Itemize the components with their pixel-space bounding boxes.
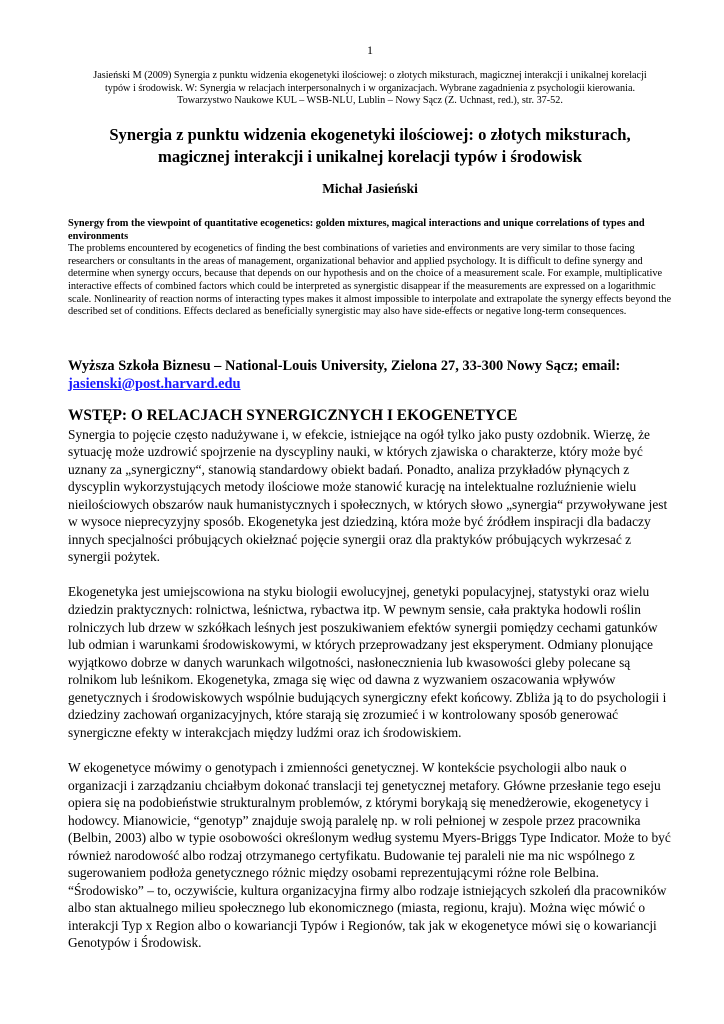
citation-line: typów i środowisk. W: Synergia w relacjach interpersonalnych i w organizacjach. Wybrane zagadnienia z psychologii kierowania. — [104, 82, 636, 94]
section-heading: WSTĘP: O RELACJACH SYNERGICZNYCH I EKOGENETYCE — [68, 407, 518, 424]
citation-line: Jasieński M (2009) Synergia z punktu widzenia ekogenetyki ilościowej: o złotych miksturach, magicznej interakcji i unikalnej korelacji — [93, 70, 647, 81]
abstract-body: The problems encountered by ecogenetics of finding the best combinations of varieties and environments are very similar to those facing researchers or consultants in the areas of management, organizational behavior and applied psychology. It is difficult to define synergy and determine when synergy occurs, because that depends on our hypothesis and on the choice of a measurement scale. For example, multiplicative interactive effects of combined factors which could be interpreted as synergistic disappear if the measurements are expressed on a logarithmic scale. Nonlinearity of reaction norms of interacting types makes it almost impossible to interpolate and extrapolate the synergy effects beyond the described set of conditions. Effects declared as beneficially synergistic may also have side-effects or negative long-term consequences. — [68, 243, 672, 318]
section-introduction — [68, 407, 672, 970]
email-link[interactable]: jasienski@post.harvard.edu — [68, 375, 241, 392]
paragraph: Synergia to pojęcie często nadużywane i, w efekcie, istniejące na ogół tylko jako pusty ozdobnik. Wierzę, że sytuację może uzdrowić spojrzenie na dyscypliny nauki, w których zjawiska o charakterze, który może być uznany za „synergiczny“, stanowią standardowy obiekt badań. Ponadto, analiza przykładów płynących z dyscyplin wykorzystujących metody ilościowe może stanowić kurację na intelektualne rozluźnienie wielu nieilościowych obszarów nauk humanistycznych i społecznych, w których słowo „synergia“ przywoływane jest w wysoce nieprecyzyjny sposób. Ekogenetyka jest dziedziną, która może być źródłem inspiracji dla badaczy innych specjalności próbujących okiełznać pojęcie synergii oraz dla praktyków próbujących wykrzesać z synergii pożytek. — [68, 426, 668, 565]
paper-title — [68, 124, 672, 167]
paragraph: W ekogenetyce mówimy o genotypach i zmienności genetycznej. W kontekście psychologii albo nauk o organizacji i zarządzaniu chciałbym dokonać translacji tej genetycznej metafory. Główne przesłanie tego eseju opiera się na podobieństwie strukturalnym problemów, z którymi borykają się menedżerowie, ekogenetycy i hodowcy. Mianowicie, “genotyp” znajduje swoją paralelę np. w roli pełnionej w zespole przez pracownika (Belbin, 2003) albo w typie osobowości określonym według systemu Myers-Briggs Type Indicator. Może to być również narodowość albo rodzaj otrzymanego certyfikatu. Budowanie tej paraleli nie ma nic wspólnego z sugerowaniem podłoża genetycznego różnic między osobami reprezentującymi różne role Belbina. “Środowisko” – to, oczywiście, kultura organizacyjna firmy albo rodzaje istniejących szkoleń dla pracowników albo stan aktualnego milieu społecznego lub ekonomicznego (miasta, regionu, kraju). Można więc mówić o interakcji Typ x Region albo o kowariancji Typów i Regionów, tak jak w ekogenetyce mówi się o kowariancji Genotypów i Środowisk. — [68, 759, 671, 951]
author-name: Michał Jasieński — [322, 181, 418, 196]
abstract-english-title: Synergy from the viewpoint of quantitative ecogenetics: golden mixtures, magical interactions and unique correlations of types and environments — [68, 218, 645, 242]
paragraph: Ekogenetyka jest umiejscowiona na styku biologii ewolucyjnej, genetyki populacyjnej, statystyki oraz wielu dziedzin praktycznych: rolnictwa, leśnictwa, rybactwa itp. W pewnym sensie, cała praktyka hodowli roślin rolniczych lub drzew w szkółkach leśnych jest poszukiwaniem efektów synergii pomiędzy cechami gatunków lub odmian i warunkami środowiskowymi, w których przeprowadzany jest eksperyment. Odmiany plonujące wyjątkowo dobrze w danych warunkach wilgotności, nasłonecznienia lub kwasowości gleby polecane są rolnikom lub leśnikom. Ekogenetyka, zmaga się więc od dawna z wyzwaniem oszacowania wpływów genetycznych i środowiskowych wspólnie budujących synergiczny efekt końcowy. Zbliża ją to do psychologii i dziedziny zachowań organizacyjnych, które starają się zrozumieć i w kontrolowany sposób generować synergiczne efekty w interakcjach między ludźmi oraz ich środowiskiem. — [68, 584, 667, 740]
citation-line: Towarzystwo Naukowe KUL – WSB-NLU, Lublin – Nowy Sącz (Z. Uchnast, red.), str. 37-52. — [177, 95, 563, 107]
title-line: magicznej interakcji i unikalnej korelacji typów i środowisk — [158, 146, 582, 166]
title-line: Synergia z punktu widzenia ekogenetyki ilościowej: o złotych miksturach, — [109, 125, 631, 144]
page-number: 1 — [367, 43, 373, 57]
affiliation — [68, 358, 672, 393]
abstract — [68, 218, 672, 319]
citation-header — [68, 70, 672, 108]
affiliation-text: Wyższa Szkoła Biznesu – National-Louis University, Zielona 27, 33-300 Nowy Sącz; email: — [68, 358, 621, 374]
